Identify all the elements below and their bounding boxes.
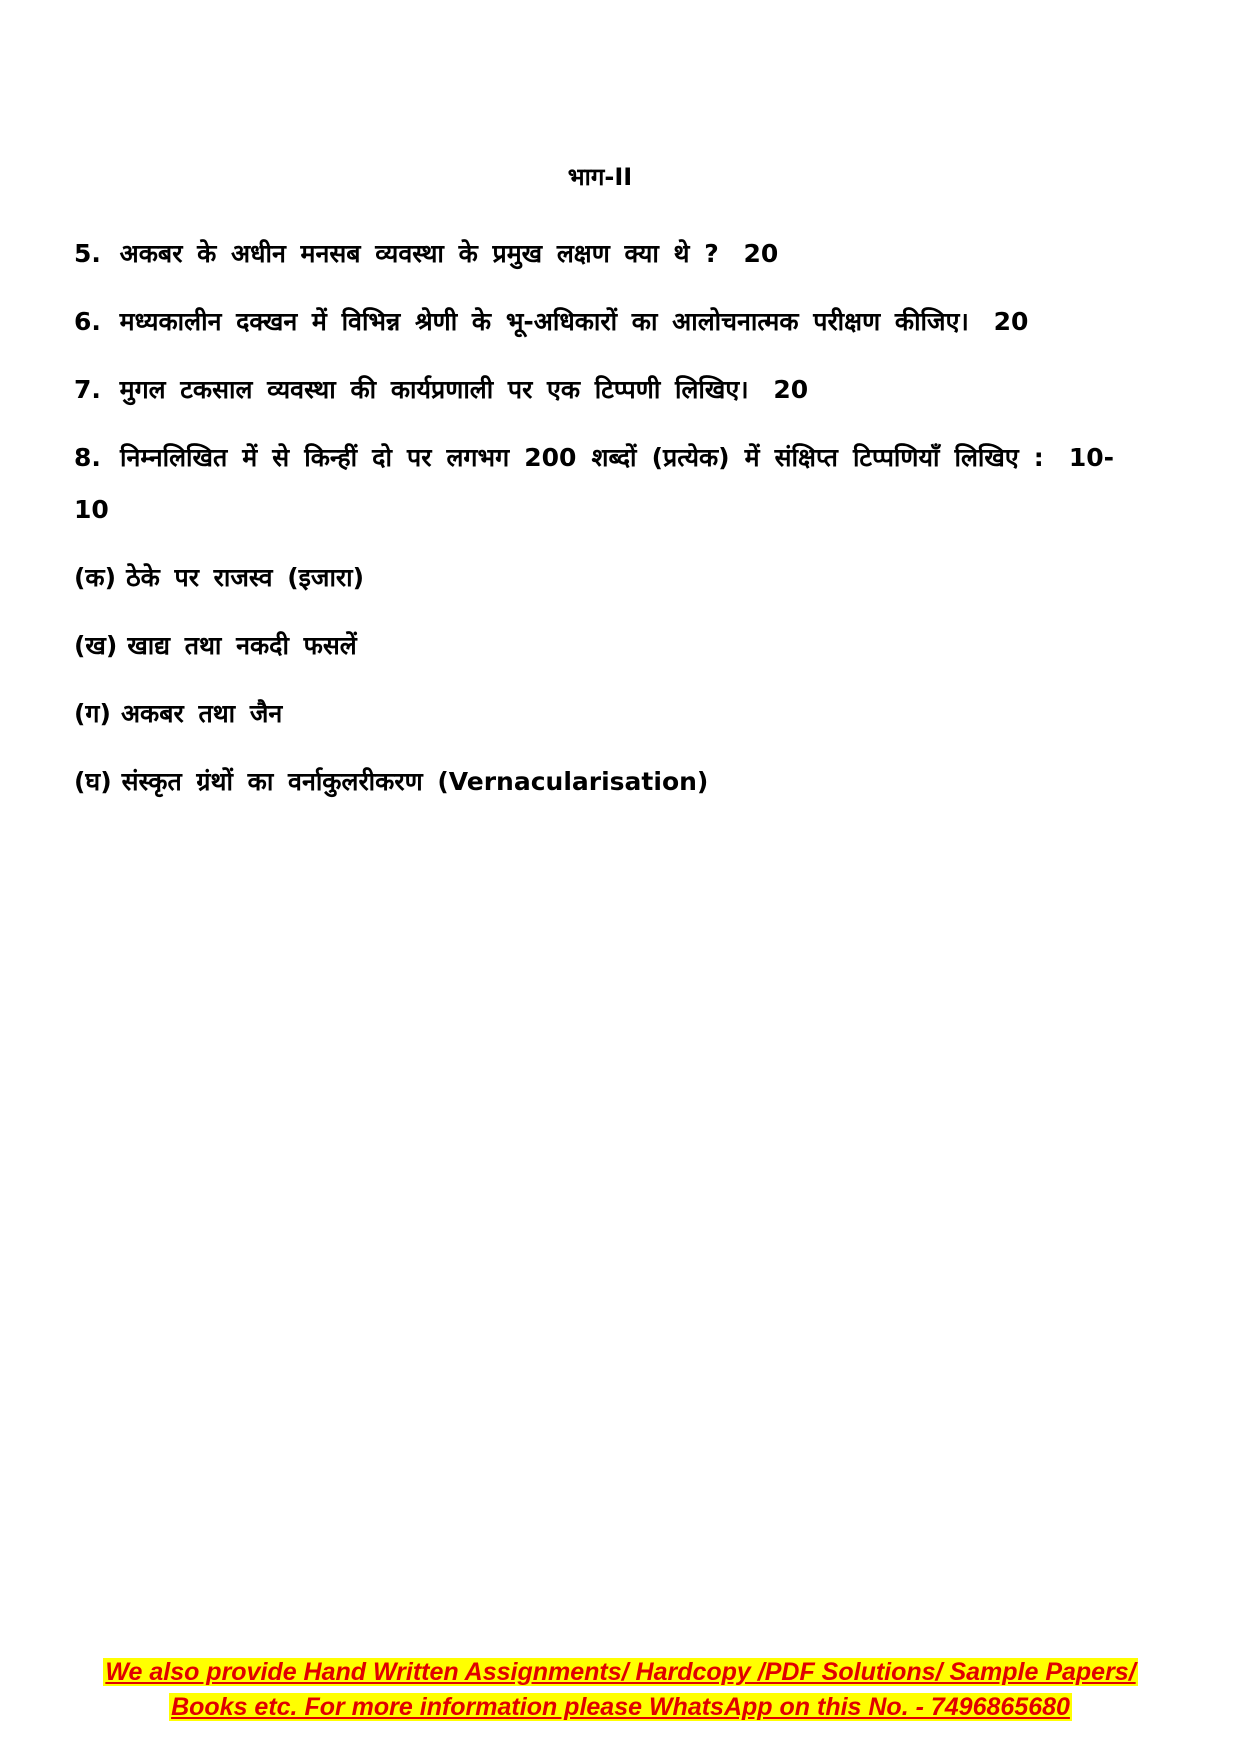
question-8 xyxy=(74,432,1114,536)
option-text: अकबर तथा जैन xyxy=(120,699,283,728)
questions-list xyxy=(74,228,1114,824)
question-marks: 10-10 xyxy=(74,443,1114,524)
question-6 xyxy=(74,296,1114,348)
option-ga xyxy=(74,688,1114,740)
option-kha xyxy=(74,620,1114,672)
question-number: 7. xyxy=(74,375,101,404)
question-number: 5. xyxy=(74,239,101,268)
option-label: (ग) xyxy=(74,699,111,728)
question-number: 8. xyxy=(74,443,101,472)
question-marks: 20 xyxy=(993,307,1029,336)
question-5 xyxy=(74,228,1114,280)
option-text: खाद्य तथा नकदी फसलें xyxy=(127,631,357,660)
question-text: मध्यकालीन दक्खन में विभिन्न श्रेणी के भू-अधिकारों का आलोचनात्मक परीक्षण कीजिए। xyxy=(119,307,969,336)
question-number: 6. xyxy=(74,307,101,336)
option-text: संस्कृत ग्रंथों का वर्नाकुलरीकरण (Vernacularisation) xyxy=(121,767,709,796)
option-label: (क) xyxy=(74,563,117,592)
question-text: निम्नलिखित में से किन्हीं दो पर लगभग 200 शब्दों (प्रत्येक) में संक्षिप्त टिप्पणियाँ लिखिए : xyxy=(119,443,1044,472)
question-text: मुगल टकसाल व्यवस्था की कार्यप्रणाली पर एक टिप्पणी लिखिए। xyxy=(119,375,749,404)
advertisement-footer xyxy=(0,1655,1241,1725)
option-ka xyxy=(74,552,1114,604)
advertisement-line-1: We also provide Hand Written Assignments/ Hardcopy /PDF Solutions/ Sample Papers/ xyxy=(105,1658,1136,1686)
option-text: ठेके पर राजस्व (इजारा) xyxy=(126,563,365,592)
question-text: अकबर के अधीन मनसब व्यवस्था के प्रमुख लक्षण क्या थे ? xyxy=(119,239,719,268)
advertisement-line-2: Books etc. For more information please WhatsApp on this No. - 7496865680 xyxy=(171,1693,1070,1721)
question-7 xyxy=(74,364,1114,416)
question-marks: 20 xyxy=(743,239,779,268)
section-heading: भाग-II xyxy=(567,163,633,191)
question-marks: 20 xyxy=(773,375,809,404)
option-gha xyxy=(74,756,1114,808)
option-label: (घ) xyxy=(74,767,112,796)
option-label: (ख) xyxy=(74,631,118,660)
